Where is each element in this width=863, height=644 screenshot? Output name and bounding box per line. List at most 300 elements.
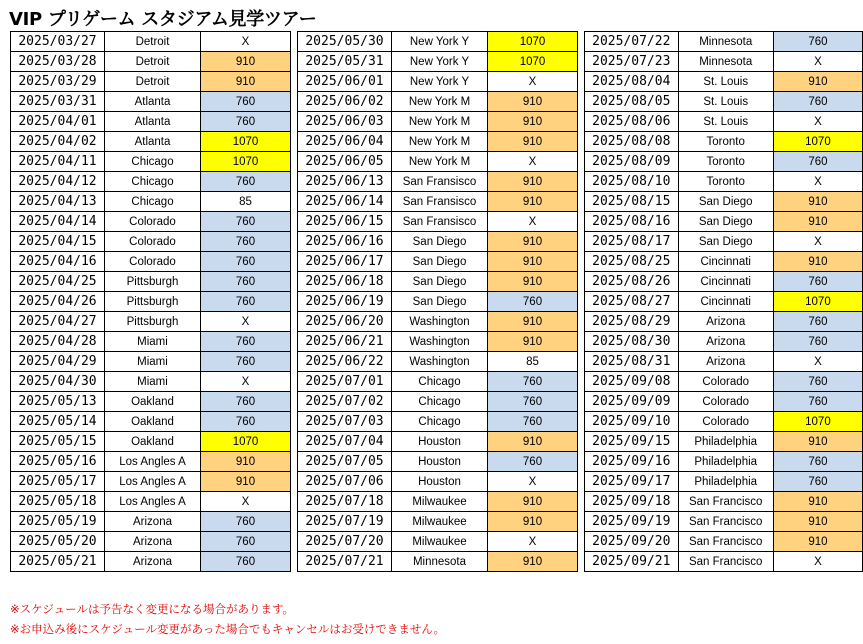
price-cell: X bbox=[488, 472, 578, 492]
table-row bbox=[298, 412, 578, 432]
date-cell: 2025/07/04 bbox=[298, 432, 392, 452]
price-cell: 910 bbox=[488, 512, 578, 532]
date-cell: 2025/08/17 bbox=[585, 232, 679, 252]
price-cell: X bbox=[773, 172, 862, 192]
date-cell: 2025/08/31 bbox=[585, 352, 679, 372]
city-cell: Colorado bbox=[105, 252, 201, 272]
date-cell: 2025/06/19 bbox=[298, 292, 392, 312]
price-cell: 1070 bbox=[201, 432, 291, 452]
price-cell: X bbox=[773, 352, 862, 372]
table-row bbox=[298, 312, 578, 332]
price-cell: 910 bbox=[773, 492, 862, 512]
table-row bbox=[11, 372, 291, 392]
table-row bbox=[11, 532, 291, 552]
table-row bbox=[298, 472, 578, 492]
date-cell: 2025/04/15 bbox=[11, 232, 105, 252]
city-cell: Detroit bbox=[105, 72, 201, 92]
price-cell: 910 bbox=[201, 52, 291, 72]
price-cell: 1070 bbox=[488, 32, 578, 52]
city-cell: Philadelphia bbox=[678, 452, 773, 472]
date-cell: 2025/05/30 bbox=[298, 32, 392, 52]
price-cell: X bbox=[201, 492, 291, 512]
city-cell: Arizona bbox=[678, 312, 773, 332]
table-row bbox=[11, 332, 291, 352]
table-row bbox=[298, 72, 578, 92]
date-cell: 2025/09/17 bbox=[585, 472, 679, 492]
table-row bbox=[11, 552, 291, 572]
date-cell: 2025/09/15 bbox=[585, 432, 679, 452]
city-cell: Los Angles A bbox=[105, 472, 201, 492]
price-cell: 910 bbox=[488, 552, 578, 572]
date-cell: 2025/08/16 bbox=[585, 212, 679, 232]
price-cell: 910 bbox=[773, 512, 862, 532]
table-row bbox=[298, 332, 578, 352]
city-cell: San Diego bbox=[392, 292, 488, 312]
table-row bbox=[298, 212, 578, 232]
schedule-table-3 bbox=[584, 31, 863, 572]
date-cell: 2025/08/04 bbox=[585, 72, 679, 92]
date-cell: 2025/08/09 bbox=[585, 152, 679, 172]
city-cell: San Francisco bbox=[678, 492, 773, 512]
table-row bbox=[585, 132, 863, 152]
table-row bbox=[585, 272, 863, 292]
table-row bbox=[585, 372, 863, 392]
city-cell: San Diego bbox=[392, 272, 488, 292]
table-row bbox=[11, 72, 291, 92]
date-cell: 2025/04/25 bbox=[11, 272, 105, 292]
table-row bbox=[11, 392, 291, 412]
price-cell: 760 bbox=[773, 472, 862, 492]
date-cell: 2025/08/08 bbox=[585, 132, 679, 152]
price-cell: 1070 bbox=[488, 52, 578, 72]
date-cell: 2025/04/26 bbox=[11, 292, 105, 312]
date-cell: 2025/03/31 bbox=[11, 92, 105, 112]
price-cell: 760 bbox=[201, 512, 291, 532]
date-cell: 2025/05/21 bbox=[11, 552, 105, 572]
date-cell: 2025/08/26 bbox=[585, 272, 679, 292]
price-cell: 760 bbox=[201, 552, 291, 572]
date-cell: 2025/04/29 bbox=[11, 352, 105, 372]
price-cell: 760 bbox=[201, 212, 291, 232]
city-cell: Oakland bbox=[105, 392, 201, 412]
table-row bbox=[298, 352, 578, 372]
price-cell: 760 bbox=[773, 452, 862, 472]
city-cell: Toronto bbox=[678, 152, 773, 172]
date-cell: 2025/06/20 bbox=[298, 312, 392, 332]
price-cell: 910 bbox=[773, 72, 862, 92]
date-cell: 2025/09/16 bbox=[585, 452, 679, 472]
price-cell: 760 bbox=[773, 392, 862, 412]
table-row bbox=[298, 272, 578, 292]
city-cell: Atlanta bbox=[105, 92, 201, 112]
table-row bbox=[298, 152, 578, 172]
date-cell: 2025/04/13 bbox=[11, 192, 105, 212]
date-cell: 2025/05/18 bbox=[11, 492, 105, 512]
table-row bbox=[11, 52, 291, 72]
price-cell: 85 bbox=[488, 352, 578, 372]
date-cell: 2025/07/21 bbox=[298, 552, 392, 572]
price-cell: 910 bbox=[773, 212, 862, 232]
date-cell: 2025/05/16 bbox=[11, 452, 105, 472]
table-row bbox=[585, 312, 863, 332]
table-row bbox=[585, 112, 863, 132]
city-cell: Milwaukee bbox=[392, 492, 488, 512]
table-row bbox=[11, 152, 291, 172]
date-cell: 2025/08/10 bbox=[585, 172, 679, 192]
table-row bbox=[11, 352, 291, 372]
notes bbox=[10, 599, 445, 639]
city-cell: Chicago bbox=[392, 372, 488, 392]
table-row bbox=[298, 192, 578, 212]
date-cell: 2025/09/09 bbox=[585, 392, 679, 412]
date-cell: 2025/06/03 bbox=[298, 112, 392, 132]
price-cell: 910 bbox=[488, 92, 578, 112]
city-cell: Minnesota bbox=[392, 552, 488, 572]
price-cell: 760 bbox=[773, 92, 862, 112]
city-cell: San Diego bbox=[678, 192, 773, 212]
price-cell: 910 bbox=[773, 252, 862, 272]
city-cell: Oakland bbox=[105, 412, 201, 432]
city-cell: Miami bbox=[105, 352, 201, 372]
price-cell: 910 bbox=[488, 432, 578, 452]
table-row bbox=[298, 52, 578, 72]
table-row bbox=[11, 192, 291, 212]
city-cell: Chicago bbox=[105, 152, 201, 172]
city-cell: Miami bbox=[105, 332, 201, 352]
price-cell: X bbox=[773, 112, 862, 132]
table-row bbox=[585, 52, 863, 72]
price-cell: 760 bbox=[773, 372, 862, 392]
price-cell: 1070 bbox=[201, 152, 291, 172]
date-cell: 2025/07/20 bbox=[298, 532, 392, 552]
city-cell: San Francisco bbox=[678, 532, 773, 552]
date-cell: 2025/07/05 bbox=[298, 452, 392, 472]
date-cell: 2025/08/29 bbox=[585, 312, 679, 332]
table-row bbox=[585, 552, 863, 572]
price-cell: 760 bbox=[488, 292, 578, 312]
table-row bbox=[11, 432, 291, 452]
price-cell: 760 bbox=[201, 352, 291, 372]
table-row bbox=[585, 72, 863, 92]
date-cell: 2025/09/19 bbox=[585, 512, 679, 532]
date-cell: 2025/03/27 bbox=[11, 32, 105, 52]
table-row bbox=[585, 532, 863, 552]
city-cell: Toronto bbox=[678, 132, 773, 152]
table-row bbox=[11, 232, 291, 252]
price-cell: X bbox=[201, 372, 291, 392]
city-cell: New York Y bbox=[392, 52, 488, 72]
date-cell: 2025/05/13 bbox=[11, 392, 105, 412]
city-cell: Atlanta bbox=[105, 132, 201, 152]
table-row bbox=[585, 352, 863, 372]
table-row bbox=[585, 192, 863, 212]
date-cell: 2025/08/27 bbox=[585, 292, 679, 312]
date-cell: 2025/04/12 bbox=[11, 172, 105, 192]
date-cell: 2025/09/20 bbox=[585, 532, 679, 552]
price-cell: X bbox=[488, 532, 578, 552]
date-cell: 2025/03/29 bbox=[11, 72, 105, 92]
price-cell: 760 bbox=[201, 172, 291, 192]
price-cell: 760 bbox=[201, 272, 291, 292]
table-row bbox=[585, 432, 863, 452]
city-cell: Chicago bbox=[105, 192, 201, 212]
price-cell: 85 bbox=[201, 192, 291, 212]
city-cell: Toronto bbox=[678, 172, 773, 192]
city-cell: Washington bbox=[392, 312, 488, 332]
price-cell: 910 bbox=[773, 532, 862, 552]
price-cell: 760 bbox=[488, 392, 578, 412]
table-row bbox=[585, 452, 863, 472]
table-row bbox=[298, 92, 578, 112]
date-cell: 2025/08/30 bbox=[585, 332, 679, 352]
city-cell: New York M bbox=[392, 92, 488, 112]
date-cell: 2025/04/01 bbox=[11, 112, 105, 132]
price-cell: 760 bbox=[488, 452, 578, 472]
city-cell: Milwaukee bbox=[392, 532, 488, 552]
price-cell: X bbox=[488, 212, 578, 232]
price-cell: 760 bbox=[773, 32, 862, 52]
date-cell: 2025/08/15 bbox=[585, 192, 679, 212]
date-cell: 2025/05/31 bbox=[298, 52, 392, 72]
city-cell: Arizona bbox=[678, 332, 773, 352]
city-cell: Cincinnati bbox=[678, 252, 773, 272]
price-cell: 910 bbox=[488, 192, 578, 212]
price-cell: 910 bbox=[488, 232, 578, 252]
city-cell: Milwaukee bbox=[392, 512, 488, 532]
table-row bbox=[298, 452, 578, 472]
table-row bbox=[11, 492, 291, 512]
city-cell: San Diego bbox=[678, 232, 773, 252]
table-row bbox=[298, 232, 578, 252]
date-cell: 2025/06/04 bbox=[298, 132, 392, 152]
price-cell: 910 bbox=[488, 132, 578, 152]
table-row bbox=[298, 32, 578, 52]
city-cell: St. Louis bbox=[678, 92, 773, 112]
table-row bbox=[298, 552, 578, 572]
table-row bbox=[11, 272, 291, 292]
table-row bbox=[585, 412, 863, 432]
schedule-table-2 bbox=[297, 31, 578, 572]
table-row bbox=[11, 32, 291, 52]
table-row bbox=[11, 172, 291, 192]
table-row bbox=[585, 152, 863, 172]
city-cell: Pittsburgh bbox=[105, 312, 201, 332]
city-cell: Colorado bbox=[678, 412, 773, 432]
date-cell: 2025/08/06 bbox=[585, 112, 679, 132]
price-cell: 760 bbox=[201, 412, 291, 432]
date-cell: 2025/04/02 bbox=[11, 132, 105, 152]
city-cell: San Diego bbox=[678, 212, 773, 232]
date-cell: 2025/09/08 bbox=[585, 372, 679, 392]
note-schedule-change: ※スケジュールは予告なく変更になる場合があります。 bbox=[10, 602, 295, 616]
date-cell: 2025/09/10 bbox=[585, 412, 679, 432]
price-cell: X bbox=[488, 152, 578, 172]
table-row bbox=[585, 512, 863, 532]
price-cell: 1070 bbox=[773, 412, 862, 432]
price-cell: 760 bbox=[773, 152, 862, 172]
table-row bbox=[298, 512, 578, 532]
date-cell: 2025/07/18 bbox=[298, 492, 392, 512]
date-cell: 2025/07/19 bbox=[298, 512, 392, 532]
table-row bbox=[298, 132, 578, 152]
date-cell: 2025/06/15 bbox=[298, 212, 392, 232]
page-title: VIP プリゲーム スタジアム見学ツアー bbox=[9, 9, 317, 30]
table-row bbox=[11, 472, 291, 492]
city-cell: Philadelphia bbox=[678, 432, 773, 452]
price-cell: 760 bbox=[201, 232, 291, 252]
table-row bbox=[298, 172, 578, 192]
table-row bbox=[585, 92, 863, 112]
city-cell: Detroit bbox=[105, 52, 201, 72]
date-cell: 2025/07/22 bbox=[585, 32, 679, 52]
price-cell: 910 bbox=[488, 332, 578, 352]
table-row bbox=[585, 492, 863, 512]
date-cell: 2025/04/16 bbox=[11, 252, 105, 272]
table-row bbox=[585, 32, 863, 52]
table-row bbox=[11, 252, 291, 272]
date-cell: 2025/08/05 bbox=[585, 92, 679, 112]
price-cell: 760 bbox=[201, 392, 291, 412]
city-cell: San Diego bbox=[392, 232, 488, 252]
price-cell: 760 bbox=[488, 412, 578, 432]
city-cell: Colorado bbox=[678, 392, 773, 412]
table-row bbox=[585, 332, 863, 352]
city-cell: Pittsburgh bbox=[105, 292, 201, 312]
price-cell: 760 bbox=[201, 112, 291, 132]
table-row bbox=[298, 292, 578, 312]
city-cell: Los Angles A bbox=[105, 452, 201, 472]
price-cell: 760 bbox=[201, 332, 291, 352]
city-cell: Washington bbox=[392, 332, 488, 352]
price-cell: 760 bbox=[201, 92, 291, 112]
city-cell: Arizona bbox=[105, 532, 201, 552]
city-cell: Chicago bbox=[392, 392, 488, 412]
city-cell: St. Louis bbox=[678, 72, 773, 92]
price-cell: 910 bbox=[488, 252, 578, 272]
table-row bbox=[11, 212, 291, 232]
price-cell: 760 bbox=[488, 372, 578, 392]
date-cell: 2025/04/11 bbox=[11, 152, 105, 172]
price-cell: 760 bbox=[201, 532, 291, 552]
table-row bbox=[585, 292, 863, 312]
city-cell: Washington bbox=[392, 352, 488, 372]
city-cell: Atlanta bbox=[105, 112, 201, 132]
city-cell: Chicago bbox=[105, 172, 201, 192]
table-row bbox=[298, 392, 578, 412]
table-row bbox=[585, 172, 863, 192]
table-row bbox=[11, 292, 291, 312]
date-cell: 2025/07/01 bbox=[298, 372, 392, 392]
city-cell: San Fransisco bbox=[392, 192, 488, 212]
city-cell: Arizona bbox=[105, 552, 201, 572]
price-cell: 910 bbox=[488, 112, 578, 132]
table-row bbox=[11, 112, 291, 132]
city-cell: St. Louis bbox=[678, 112, 773, 132]
price-cell: 910 bbox=[773, 432, 862, 452]
city-cell: New York M bbox=[392, 132, 488, 152]
table-row bbox=[298, 532, 578, 552]
table-row bbox=[11, 512, 291, 532]
date-cell: 2025/06/14 bbox=[298, 192, 392, 212]
date-cell: 2025/05/17 bbox=[11, 472, 105, 492]
price-cell: 910 bbox=[488, 272, 578, 292]
date-cell: 2025/07/06 bbox=[298, 472, 392, 492]
date-cell: 2025/07/23 bbox=[585, 52, 679, 72]
city-cell: Los Angles A bbox=[105, 492, 201, 512]
date-cell: 2025/06/18 bbox=[298, 272, 392, 292]
price-cell: X bbox=[773, 232, 862, 252]
city-cell: Pittsburgh bbox=[105, 272, 201, 292]
price-cell: 1070 bbox=[773, 292, 862, 312]
date-cell: 2025/06/16 bbox=[298, 232, 392, 252]
city-cell: Chicago bbox=[392, 412, 488, 432]
city-cell: San Francisco bbox=[678, 552, 773, 572]
city-cell: Houston bbox=[392, 432, 488, 452]
city-cell: Cincinnati bbox=[678, 292, 773, 312]
table-row bbox=[585, 392, 863, 412]
date-cell: 2025/09/18 bbox=[585, 492, 679, 512]
date-cell: 2025/04/27 bbox=[11, 312, 105, 332]
city-cell: New York Y bbox=[392, 72, 488, 92]
date-cell: 2025/04/28 bbox=[11, 332, 105, 352]
date-cell: 2025/09/21 bbox=[585, 552, 679, 572]
date-cell: 2025/04/30 bbox=[11, 372, 105, 392]
table-row bbox=[11, 412, 291, 432]
price-cell: X bbox=[201, 32, 291, 52]
price-cell: 910 bbox=[201, 452, 291, 472]
date-cell: 2025/05/15 bbox=[11, 432, 105, 452]
table-row bbox=[298, 252, 578, 272]
date-cell: 2025/06/17 bbox=[298, 252, 392, 272]
city-cell: New York M bbox=[392, 112, 488, 132]
date-cell: 2025/03/28 bbox=[11, 52, 105, 72]
date-cell: 2025/08/25 bbox=[585, 252, 679, 272]
city-cell: San Francisco bbox=[678, 512, 773, 532]
city-cell: San Fransisco bbox=[392, 172, 488, 192]
table-row bbox=[11, 92, 291, 112]
date-cell: 2025/06/02 bbox=[298, 92, 392, 112]
city-cell: Philadelphia bbox=[678, 472, 773, 492]
price-cell: 760 bbox=[201, 292, 291, 312]
table-row bbox=[298, 112, 578, 132]
price-cell: X bbox=[488, 72, 578, 92]
price-cell: X bbox=[773, 552, 862, 572]
city-cell: New York M bbox=[392, 152, 488, 172]
price-cell: 760 bbox=[773, 312, 862, 332]
date-cell: 2025/06/21 bbox=[298, 332, 392, 352]
date-cell: 2025/06/22 bbox=[298, 352, 392, 372]
city-cell: Colorado bbox=[678, 372, 773, 392]
price-cell: 910 bbox=[488, 312, 578, 332]
table-row bbox=[298, 492, 578, 512]
schedule-table-1 bbox=[10, 31, 291, 572]
table-row bbox=[11, 452, 291, 472]
date-cell: 2025/05/19 bbox=[11, 512, 105, 532]
price-cell: 1070 bbox=[773, 132, 862, 152]
city-cell: Miami bbox=[105, 372, 201, 392]
price-cell: 910 bbox=[488, 172, 578, 192]
price-cell: 760 bbox=[201, 252, 291, 272]
city-cell: Colorado bbox=[105, 232, 201, 252]
note-no-cancellation: ※お申込み後にスケジュール変更があった場合でもキャンセルはお受けできません。 bbox=[10, 622, 446, 636]
table-row bbox=[11, 132, 291, 152]
city-cell: Detroit bbox=[105, 32, 201, 52]
table-row bbox=[298, 432, 578, 452]
city-cell: Arizona bbox=[678, 352, 773, 372]
date-cell: 2025/05/14 bbox=[11, 412, 105, 432]
city-cell: Cincinnati bbox=[678, 272, 773, 292]
price-cell: 910 bbox=[773, 192, 862, 212]
